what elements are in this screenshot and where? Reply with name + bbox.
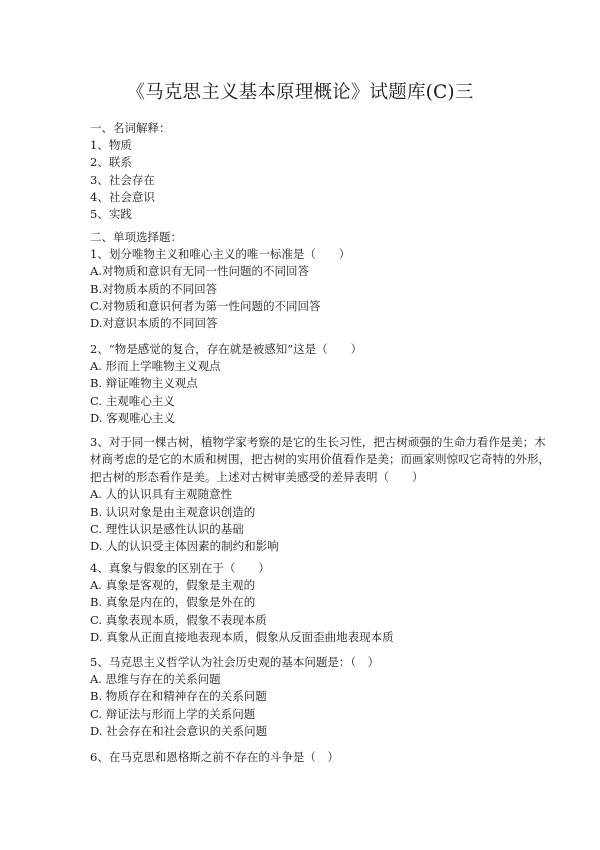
question-option: B.对物质本质的不同回答 — [90, 281, 218, 296]
question-option: D. 社会存在和社会意识的关系问题 — [90, 723, 268, 738]
question-option: B. 物质存在和精神存在的关系问题 — [90, 689, 267, 704]
question-option: A. 真象是客观的，假象是主观的 — [90, 578, 256, 593]
list-item: 1、物质 — [90, 138, 132, 153]
question-option: C. 辩证法与形而上学的关系问题 — [90, 706, 256, 721]
question-option: B. 认识对象是由主观意识创造的 — [90, 504, 256, 519]
section-definitions — [90, 120, 530, 223]
question-option: C.对物质和意识何者为第一性问题的不同回答 — [90, 298, 321, 313]
question-option: A. 形而上学唯物主义观点 — [90, 359, 221, 374]
question-option: A.对物质和意识有无同一性问题的不同回答 — [90, 264, 309, 279]
question-option: B. 真象是内在的，假象是外在的 — [90, 595, 256, 610]
question-stem: 材商考虑的是它的木质和树围，把古树的实用价值看作是美；而画家则惊叹它奇特的外形， — [90, 452, 550, 467]
list-item: 5、实践 — [90, 206, 132, 221]
question-2 — [90, 341, 530, 427]
question-stem: 3、对于同一棵古树，植物学家考察的是它的生长习性，把古树顽强的生命力看作是美；木 — [90, 435, 546, 449]
section-heading: 一、名词解释： — [90, 121, 171, 135]
question-stem: 6、在马克思和恩格斯之前不存在的斗争是（ ） — [90, 750, 339, 764]
question-option: C. 理性认识是感性认识的基础 — [90, 521, 244, 536]
question-stem: 1、划分唯物主义和唯心主义的唯一标准是（ ） — [90, 247, 351, 262]
section-single-choice — [90, 229, 530, 332]
section-heading: 二、单项选择题： — [90, 230, 182, 244]
document-title: 《马克思主义基本原理概论》试题库(C)三 — [126, 82, 474, 103]
question-option: A. 人的认识具有主观随意性 — [90, 487, 233, 502]
question-stem: 把古树的形态看作是美。上述对古树审美感受的差异表明（ ） — [90, 469, 424, 484]
list-item: 4、社会意识 — [90, 189, 155, 204]
question-3 — [90, 434, 550, 556]
question-option: D.对意识本质的不同回答 — [90, 315, 218, 330]
question-stem: 2、“物是感觉的复合，存在就是被感知”这是（ ） — [90, 342, 363, 356]
list-item: 2、联系 — [90, 155, 132, 170]
question-option: D. 人的认识受主体因素的制约和影响 — [90, 539, 279, 554]
question-option: D. 客观唯心主义 — [90, 410, 176, 425]
question-5 — [90, 654, 530, 740]
question-stem: 5、马克思主义哲学认为社会历史观的基本问题是：（ ） — [90, 655, 380, 669]
question-option: A. 思维与存在的关系问题 — [90, 672, 221, 687]
question-stem: 4、真象与假象的区别在于（ ） — [90, 561, 270, 575]
question-6 — [90, 749, 530, 766]
list-item: 3、社会存在 — [90, 172, 155, 187]
question-4 — [90, 560, 530, 646]
question-option: C. 主观唯心主义 — [90, 393, 175, 408]
question-option: D. 真象从正面直接地表现本质，假象从反面歪曲地表现本质 — [90, 629, 394, 644]
question-option: C. 真象表现本质，假象不表现本质 — [90, 612, 267, 627]
question-option: B. 辩证唯物主义观点 — [90, 376, 198, 391]
